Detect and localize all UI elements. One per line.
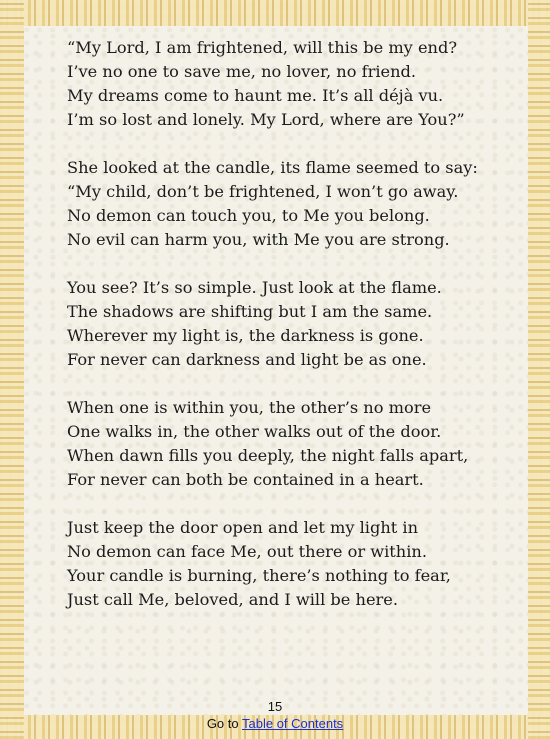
stanza	[67, 396, 487, 492]
poem-line: No evil can harm you, with Me you are strong.	[67, 230, 450, 249]
poem-line: I’ve no one to save me, no lover, no friend.	[67, 62, 417, 81]
poem-line: You see? It’s so simple. Just look at the flame.	[67, 278, 442, 297]
goto-label: Go to	[206, 716, 242, 731]
decorative-border-left	[0, 0, 24, 739]
poem-line: “My Lord, I am frightened, will this be my end?	[67, 38, 458, 57]
poem-line: When dawn fills you deeply, the night falls apart,	[67, 446, 469, 465]
poem-text	[67, 36, 487, 636]
decorative-border-top	[0, 0, 550, 26]
poem-line: For never can both be contained in a heart.	[67, 470, 424, 489]
poem-line: The shadows are shifting but I am the same.	[67, 302, 433, 321]
poem-line: I’m so lost and lonely. My Lord, where are You?”	[67, 110, 465, 129]
stanza	[67, 516, 487, 612]
poem-line: My dreams come to haunt me. It’s all déjà vu.	[67, 86, 444, 105]
poem-line: When one is within you, the other’s no more	[67, 398, 432, 417]
poem-line: Wherever my light is, the darkness is gone.	[67, 326, 424, 345]
poem-line: Just call Me, beloved, and I will be here.	[67, 590, 398, 609]
poem-line: Your candle is burning, there’s nothing to fear,	[67, 566, 451, 585]
decorative-border-right	[528, 0, 550, 739]
stanza	[67, 276, 487, 372]
poem-line: She looked at the candle, its flame seemed to say:	[67, 158, 478, 177]
stanza	[67, 156, 487, 252]
poem-line: Just keep the door open and let my light in	[67, 518, 419, 537]
poem-line: No demon can touch you, to Me you belong.	[67, 206, 430, 225]
page-number: 15	[267, 699, 283, 714]
stanza	[67, 36, 487, 132]
poem-line: For never can darkness and light be as one.	[67, 350, 427, 369]
table-of-contents-link[interactable]: Table of Contents	[242, 716, 344, 731]
poem-line: One walks in, the other walks out of the door.	[67, 422, 442, 441]
poem-line: No demon can face Me, out there or within.	[67, 542, 427, 561]
poem-line: “My child, don’t be frightened, I won’t go away.	[67, 182, 459, 201]
toc-navigation	[0, 716, 550, 731]
